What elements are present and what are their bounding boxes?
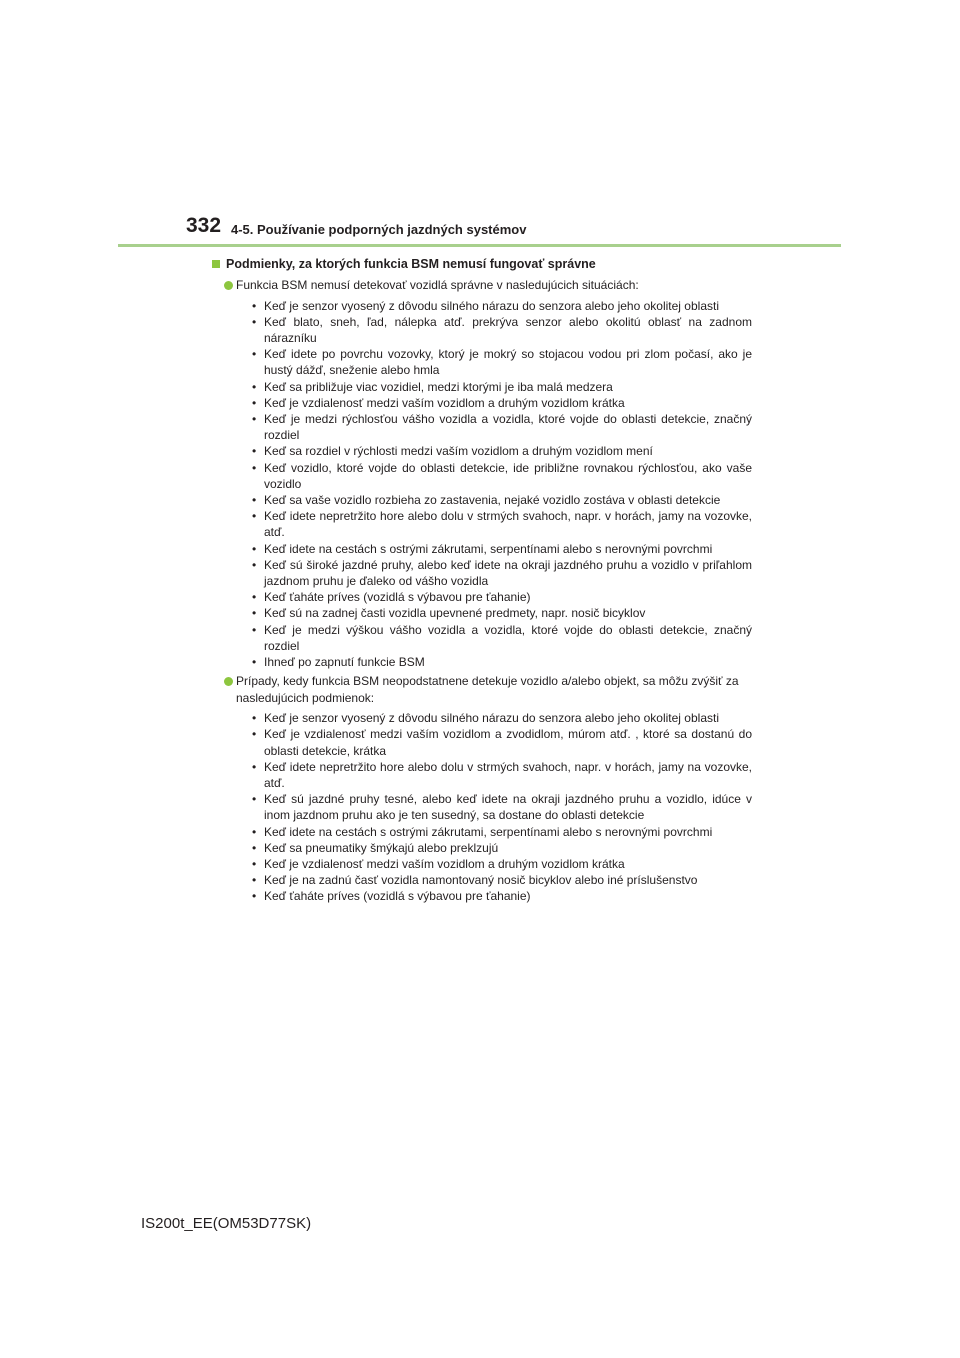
list-item: • Keď idete po povrchu vozovky, ktorý je mokrý so stojacou vodou pri zlom počasí, ako je hustý dážď, sneženie alebo hmla — [252, 346, 752, 378]
list-item: • Keď sú jazdné pruhy tesné, alebo keď idete na okraji jazdného pruhu a vozidlo, idúce v inom jazdnom pruhu ako je ten susedný, sa dostane do oblasti detekcie — [252, 791, 752, 823]
list-item: • Keď sa pneumatiky šmýkajú alebo preklzujú — [252, 840, 752, 856]
list-item: • Keď idete nepretržito hore alebo dolu v strmých svahoch, napr. v horách, jamy na vozovke, atď. — [252, 508, 752, 540]
circle-bullet-icon — [224, 281, 233, 290]
list-item: • Keď sa vaše vozidlo rozbieha zo zastavenia, nejaké vozidlo zostáva v oblasti detekcie — [252, 492, 752, 508]
list-item: • Keď je vzdialenosť medzi vaším vozidlom a zvodidlom, múrom atď. , ktoré sa dostanú do oblasti detekcie, krátka — [252, 726, 752, 758]
circle-bullet-icon — [224, 677, 233, 686]
page-header — [0, 214, 960, 246]
point-2-text: Prípady, kedy funkcia BSM neopodstatnene detekuje vozidlo a/alebo objekt, sa môžu zvýšiť za nasledujúcich podmienok: — [236, 674, 739, 705]
list-item: • Keď je na zadnú časť vozidla namontovaný nosič bicyklov alebo iné príslušenstvo — [252, 872, 752, 888]
list-item: • Keď idete nepretržito hore alebo dolu v strmých svahoch, napr. v horách, jamy na vozovke, atď. — [252, 759, 752, 791]
list-item: • Keď ťaháte príves (vozidlá s výbavou pre ťahanie) — [252, 589, 752, 605]
section-heading — [212, 256, 752, 273]
list-item: • Keď sú na zadnej časti vozidla upevnené predmety, napr. nosič bicyklov — [252, 605, 752, 621]
list-item: • Keď sa približuje viac vozidiel, medzi ktorými je iba malá medzera — [252, 379, 752, 395]
list-item: • Ihneď po zapnutí funkcie BSM — [252, 654, 752, 670]
point-1 — [212, 277, 752, 294]
page-number: 332 — [186, 214, 222, 237]
page-content — [212, 256, 752, 905]
list-item: • Keď je senzor vyosený z dôvodu silného nárazu do senzora alebo jeho okolitej oblasti — [252, 710, 752, 726]
section-heading-text: Podmienky, za ktorých funkcia BSM nemusí fungovať správne — [226, 257, 596, 271]
list-item: • Keď vozidlo, ktoré vojde do oblasti detekcie, ide približne rovnakou rýchlosťou, ako vaše vozidlo — [252, 460, 752, 492]
list-item: • Keď idete na cestách s ostrými zákrutami, serpentínami alebo s nerovnými povrchmi — [252, 541, 752, 557]
list-item: • Keď blato, sneh, ľad, nálepka atď. prekrýva senzor alebo okolitú oblasť na zadnom nárazníku — [252, 314, 752, 346]
list-item: • Keď je medzi výškou vášho vozidla a vozidla, ktoré vojde do oblasti detekcie, značný rozdiel — [252, 622, 752, 654]
list-item: • Keď sa rozdiel v rýchlosti medzi vaším vozidlom a druhým vozidlom mení — [252, 443, 752, 459]
point-2 — [212, 673, 752, 706]
square-bullet-icon — [212, 260, 220, 268]
header-divider — [118, 244, 841, 247]
list-item: • Keď ťaháte príves (vozidlá s výbavou pre ťahanie) — [252, 888, 752, 904]
list-item: • Keď idete na cestách s ostrými zákrutami, serpentínami alebo s nerovnými povrchmi — [252, 824, 752, 840]
list-item: • Keď je vzdialenosť medzi vaším vozidlom a druhým vozidlom krátka — [252, 395, 752, 411]
condition-list-2 — [212, 710, 752, 904]
footer-model-code: IS200t_EE(OM53D77SK) — [141, 1215, 312, 1232]
condition-list-1 — [212, 298, 752, 671]
list-item: • Keď sú široké jazdné pruhy, alebo keď idete na okraji jazdného pruhu a vozidlo v priľahlom jazdnom pruhu je ďaleko od vášho vozidla — [252, 557, 752, 589]
point-1-text: Funkcia BSM nemusí detekovať vozidlá správne v nasledujúcich situáciách: — [236, 278, 639, 292]
list-item: • Keď je vzdialenosť medzi vaším vozidlom a druhým vozidlom krátka — [252, 856, 752, 872]
section-title: 4-5. Používanie podporných jazdných systémov — [231, 222, 527, 237]
list-item: • Keď je senzor vyosený z dôvodu silného nárazu do senzora alebo jeho okolitej oblasti — [252, 298, 752, 314]
list-item: • Keď je medzi rýchlosťou vášho vozidla a vozidla, ktoré vojde do oblasti detekcie, značný rozdiel — [252, 411, 752, 443]
